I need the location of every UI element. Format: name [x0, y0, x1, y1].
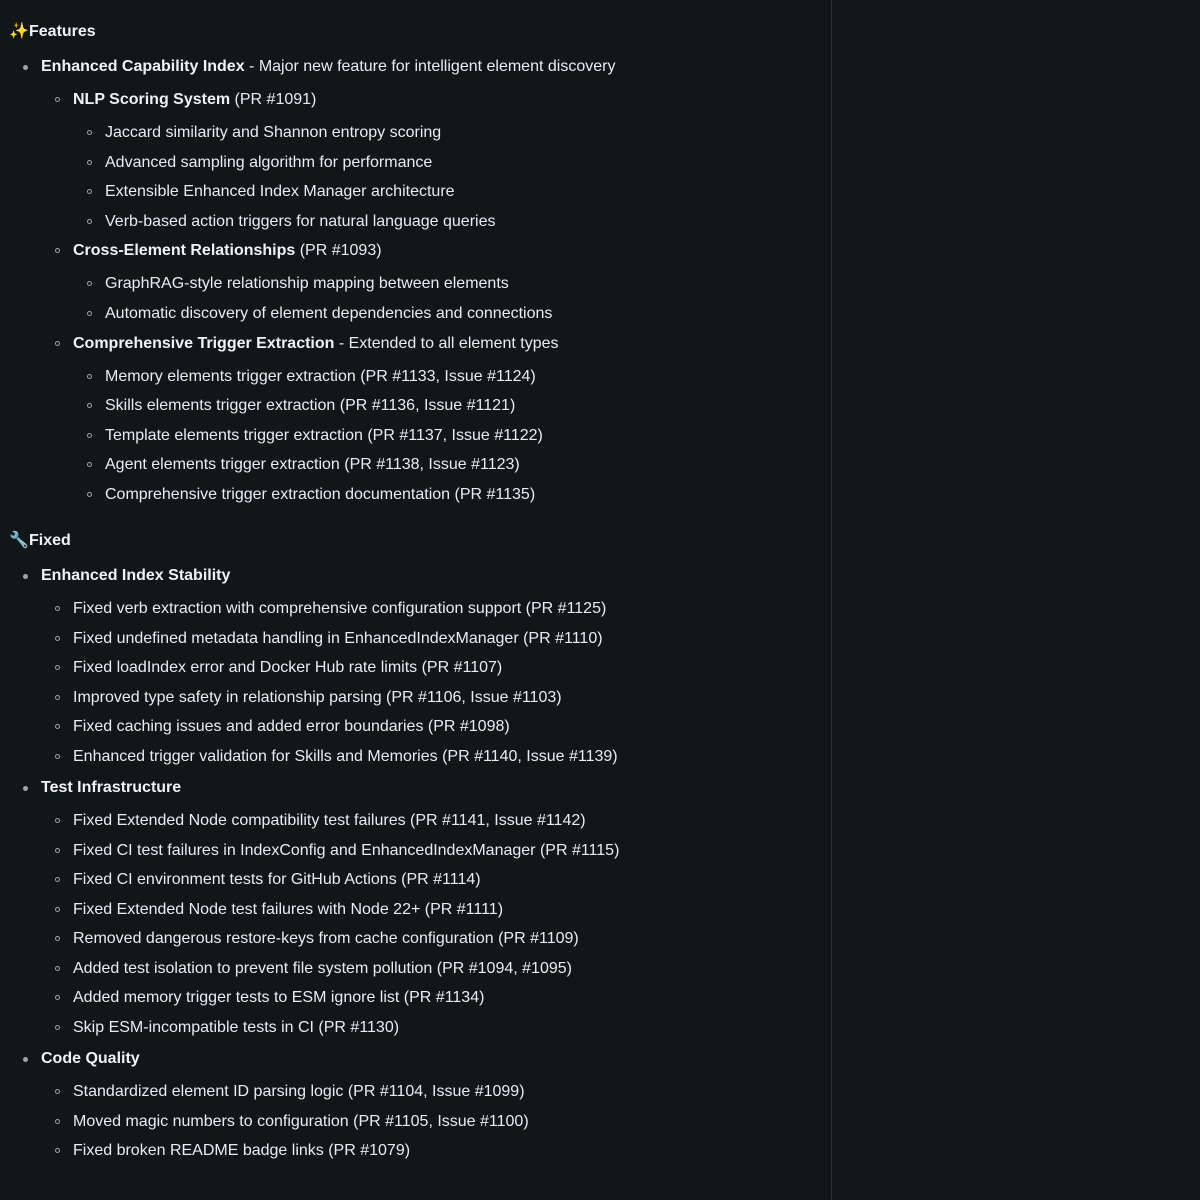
- fixed-section: [9, 529, 831, 1162]
- group-items: [41, 810, 831, 1039]
- list-item: Standardized element ID parsing logic (PR #1104, Issue #1099): [41, 1081, 831, 1103]
- list-item: Comprehensive trigger extraction documentation (PR #1135): [73, 484, 831, 506]
- subsection-title: Comprehensive Trigger Extraction: [73, 334, 335, 352]
- list-item: Skip ESM-incompatible tests in CI (PR #1130): [41, 1017, 831, 1039]
- list-item: Skills elements trigger extraction (PR #1136, Issue #1121): [73, 395, 831, 417]
- list-item: Added memory trigger tests to ESM ignore list (PR #1134): [41, 987, 831, 1009]
- subsection-trigger-extraction: [41, 333, 831, 506]
- group-title: Code Quality: [41, 1050, 140, 1068]
- features-section: [9, 20, 831, 506]
- list-item: Fixed undefined metadata handling in EnhancedIndexManager (PR #1110): [41, 628, 831, 650]
- subsection-suffix: (PR #1093): [295, 242, 382, 260]
- list-item: Fixed Extended Node test failures with Node 22+ (PR #1111): [41, 899, 831, 921]
- list-item: [9, 56, 831, 506]
- list-item: Enhanced trigger validation for Skills and Memories (PR #1140, Issue #1139): [41, 746, 831, 768]
- list-item: Fixed broken README badge links (PR #1079): [41, 1140, 831, 1162]
- features-list: [9, 56, 831, 506]
- features-heading: [9, 20, 831, 44]
- fixed-group-code-quality: [9, 1048, 831, 1162]
- list-item: Fixed caching issues and added error boundaries (PR #1098): [41, 716, 831, 738]
- list-item: Fixed Extended Node compatibility test failures (PR #1141, Issue #1142): [41, 810, 831, 832]
- group-items: [41, 598, 831, 768]
- list-item: Template elements trigger extraction (PR #1137, Issue #1122): [73, 425, 831, 447]
- group-items: [41, 1081, 831, 1162]
- list-item: Improved type safety in relationship parsing (PR #1106, Issue #1103): [41, 687, 831, 709]
- list-item: Jaccard similarity and Shannon entropy scoring: [73, 122, 831, 144]
- list-item: Removed dangerous restore-keys from cache configuration (PR #1109): [41, 928, 831, 950]
- list-item: Memory elements trigger extraction (PR #1133, Issue #1124): [73, 366, 831, 388]
- wrench-icon: 🔧: [9, 531, 29, 549]
- group-title: Test Infrastructure: [41, 778, 182, 796]
- subsection-title: NLP Scoring System: [73, 91, 231, 108]
- fixed-group-stability: [9, 565, 831, 768]
- subsection-nlp: [41, 89, 831, 233]
- list-item: Added test isolation to prevent file system pollution (PR #1094, #1095): [41, 958, 831, 980]
- empty-side-pane: [832, 0, 1200, 1200]
- fixed-list: [9, 565, 831, 1162]
- subsection-title: Cross-Element Relationships: [73, 242, 296, 260]
- subsection-items: [73, 273, 831, 325]
- list-item: Moved magic numbers to configuration (PR #1105, Issue #1100): [41, 1111, 831, 1133]
- group-title: Enhanced Index Stability: [41, 566, 231, 584]
- list-item: Fixed loadIndex error and Docker Hub rate limits (PR #1107): [41, 657, 831, 679]
- list-item: Automatic discovery of element dependencies and connections: [73, 303, 831, 325]
- list-item: Fixed verb extraction with comprehensive configuration support (PR #1125): [41, 598, 831, 620]
- list-item: Fixed CI test failures in IndexConfig and EnhancedIndexManager (PR #1115): [41, 840, 831, 862]
- list-item: Extensible Enhanced Index Manager architecture: [73, 181, 831, 203]
- list-item: Advanced sampling algorithm for performance: [73, 152, 831, 174]
- sparkles-icon: ✨: [9, 23, 29, 40]
- feature-subsections: [41, 89, 831, 506]
- fixed-group-test-infra: [9, 777, 831, 1039]
- subsection-suffix: - Extended to all element types: [334, 334, 559, 352]
- list-item: GraphRAG-style relationship mapping between elements: [73, 273, 831, 295]
- fixed-heading: [9, 529, 831, 553]
- subsection-items: [73, 366, 831, 506]
- subsection-items: [73, 122, 831, 233]
- feature-title: Enhanced Capability Index: [41, 58, 245, 75]
- feature-desc: - Major new feature for intelligent element discovery: [244, 58, 616, 75]
- subsection-cross-element: [41, 240, 831, 325]
- list-item: Fixed CI environment tests for GitHub Actions (PR #1114): [41, 869, 831, 891]
- features-heading-text: Features: [29, 23, 96, 40]
- fixed-heading-text: Fixed: [29, 531, 71, 549]
- subsection-suffix: (PR #1091): [230, 91, 317, 108]
- list-item: Verb-based action triggers for natural language queries: [73, 211, 831, 233]
- list-item: Agent elements trigger extraction (PR #1138, Issue #1123): [73, 454, 831, 476]
